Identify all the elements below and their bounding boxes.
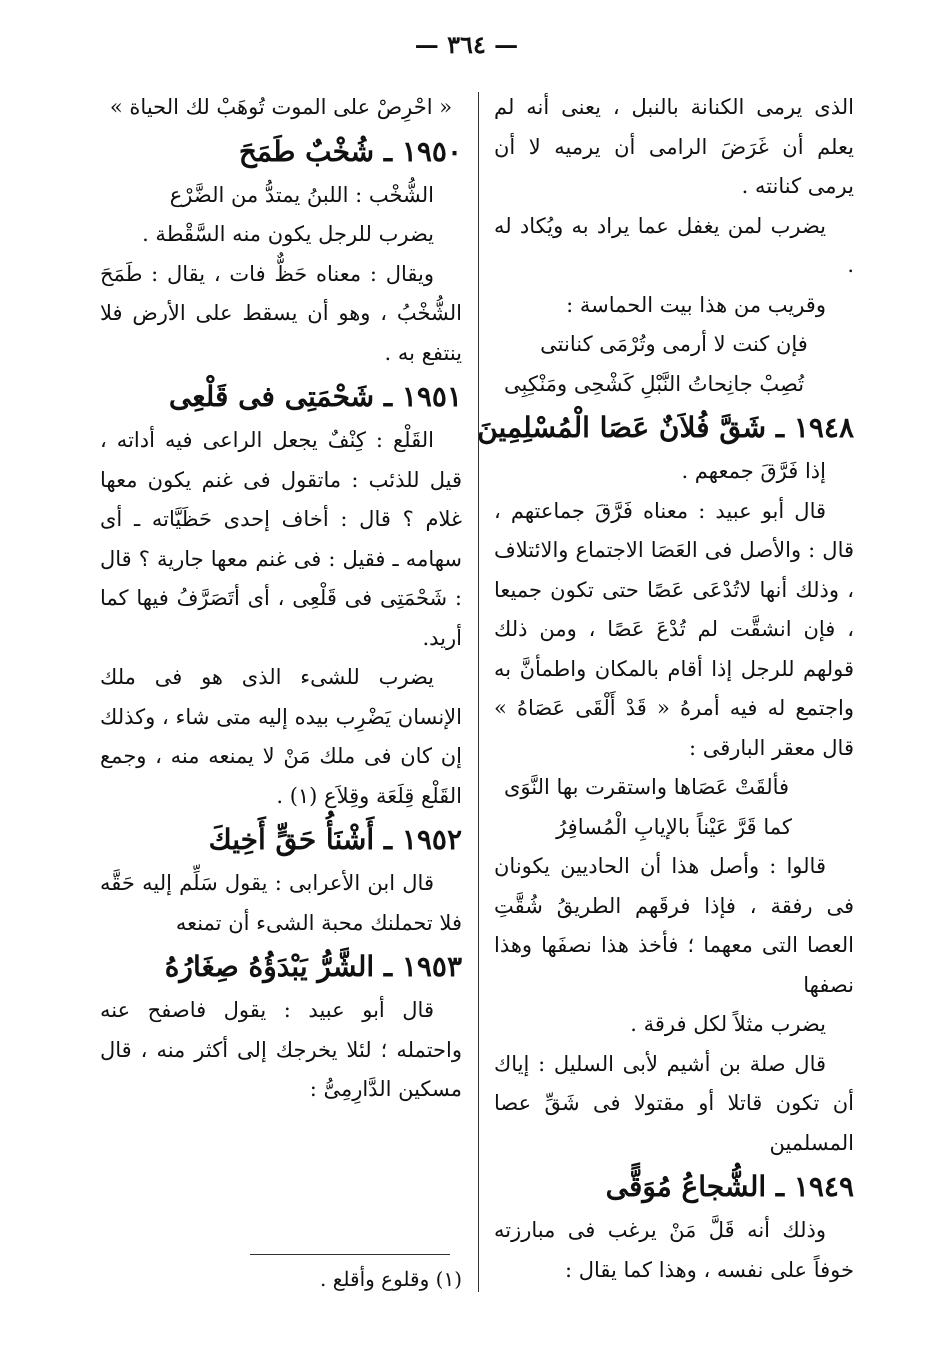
proverb-heading: ١٩٥٣ ـ الشَّرُّ يَبْدَؤُهُ صِغَارُهُ — [164, 950, 462, 983]
paragraph: قال ابن الأعرابى : يقول سَلِّم إليه حَقَّه فلا تحملنك محبة الشىء أن تمنعه — [100, 871, 462, 935]
paragraph: قال صلة بن أشيم لأبى السليل : إياك أن تكون قاتلا أو مقتولا فى شَقِّ عصا المسلمين — [494, 1051, 854, 1155]
paragraph: قالوا : وأصل هذا أن الحاديين يكونان فى رفقة ، فإذا فرقَهم الطريقُ شُقَّتِ العصا التى معهما ؛ فأخذ هذا نصفَها وهذا نصفها — [494, 854, 854, 997]
proverb-heading: ١٩٥٠ ـ شُخْبٌ طَمَحَ — [238, 134, 462, 168]
paragraph: يضرب مثلاً لكل فرقة . — [630, 1012, 826, 1036]
verse-line: تُصِبْ جانِحاتُ النَّبْلِ كَشْحِى ومَنْكِبِى — [504, 371, 805, 396]
paragraph: يضرب للشىء الذى هو فى ملك الإنسان يَضْرِب بيده إليه متى شاء ، وكذلك إن كان فى ملك مَنْ لا يمنعه منه ، وجمع القَلْع قِلَعَة وقِلاَع (١) . — [100, 665, 462, 808]
verse-line: « احْرِصْ على الموت تُوهَبْ لك الحياة » — [109, 95, 453, 119]
column-divider — [478, 92, 479, 1292]
right-column — [477, 88, 854, 1290]
paragraph: وذلك أنه قَلَّ مَنْ يرغب فى مبارزته خوفاً على نفسه ، وهذا كما يقال : — [494, 1218, 854, 1282]
paragraph: وقريب من هذا بيت الحماسة : — [566, 292, 826, 317]
proverb-heading: ١٩٥١ ـ شَحْمَتِى فى قَلْعِى — [168, 380, 462, 413]
verse-line: كما قَرَّ عَيْناً بالإيابِ الْمُسافِرُ — [556, 814, 792, 839]
paragraph: قال أبو عبيد : يقول فاصفح عنه واحتمله ؛ لئلا يخرجك إلى أكثر منه ، قال مسكين الدَّارِمِىُّ : — [100, 998, 462, 1101]
proverb-heading: ١٩٤٩ ـ الشُّجاعُ مُوَقًّى — [605, 1170, 854, 1203]
paragraph: ويقال : معناه حَظٌّ فات ، يقال : طَمَحَ الشُّخْبُ ، وهو أن يسقط على الأرض فلا ينتفع به . — [100, 261, 462, 365]
page-number: — ٣٦٤ — — [414, 30, 519, 59]
paragraph: الذى يرمى الكنانة بالنبل ، يعنى أنه لم يعلم أن غَرَضَ الرامى أن يرميه لا أن يرمى كنانته . — [494, 95, 854, 198]
footnote: (١) وقلوع وأقلع . — [320, 1267, 462, 1291]
paragraph: قال أبو عبيد : معناه فَرَّقَ جماعتهم ، قال : والأصل فى العَصَا الاجتماع والائتلاف ، وذلك أنها لاتُدْعَى عَصًا حتى تكون جميعا ، فإن انشقَّت لم تُدْعَ عَصًا ، ومن ذلك قولهم للرجل إذا أقام بالمكان واطمأنَّ به واجتمع له فيه أمرهُ « قَدْ أَلْقَى عَصَاهُ » قال معقر البارقى : — [494, 498, 854, 760]
verse-line: فإن كنت لا أرمى وتُرْمَى كنانتى — [540, 332, 808, 356]
footnote-rule — [250, 1254, 450, 1255]
paragraph: إذا فَرَّقَ جمعهم . — [681, 459, 826, 483]
left-column — [100, 88, 462, 1110]
paragraph: يضرب لمن يغفل عما يراد به ويُكاد له . — [494, 213, 854, 277]
paragraph: القَلْع : كِنْفٌ يجعل الراعى فيه أداته ، قيل للذئب : ماتقول فى غنم يكون معها غلام ؟ قال : أخاف إحدى حَظَيَّاته ـ أى سهامه ـ فقيل : فى غنم معها جارية ؟ قال : شَحْمَتِى فى قَلْعِى ، أى أتَصَرَّفُ فيها كما أريد. — [100, 428, 462, 650]
paragraph: الشُّخْب : اللبنُ يمتدُّ من الضَّرْع — [169, 182, 434, 207]
verse-line: فألقَتْ عَصَاها واستقرت بها النَّوَى — [504, 775, 790, 799]
paragraph: يضرب للرجل يكون منه السَّقْطة . — [142, 222, 434, 246]
proverb-heading: ١٩٤٨ ـ شَقَّ فُلاَنٌ عَصَا الْمُسْلِمِينَ — [477, 411, 854, 444]
proverb-heading: ١٩٥٢ ـ أَشْنَأُ حَقٍّ أَخِيكَ — [208, 823, 462, 856]
